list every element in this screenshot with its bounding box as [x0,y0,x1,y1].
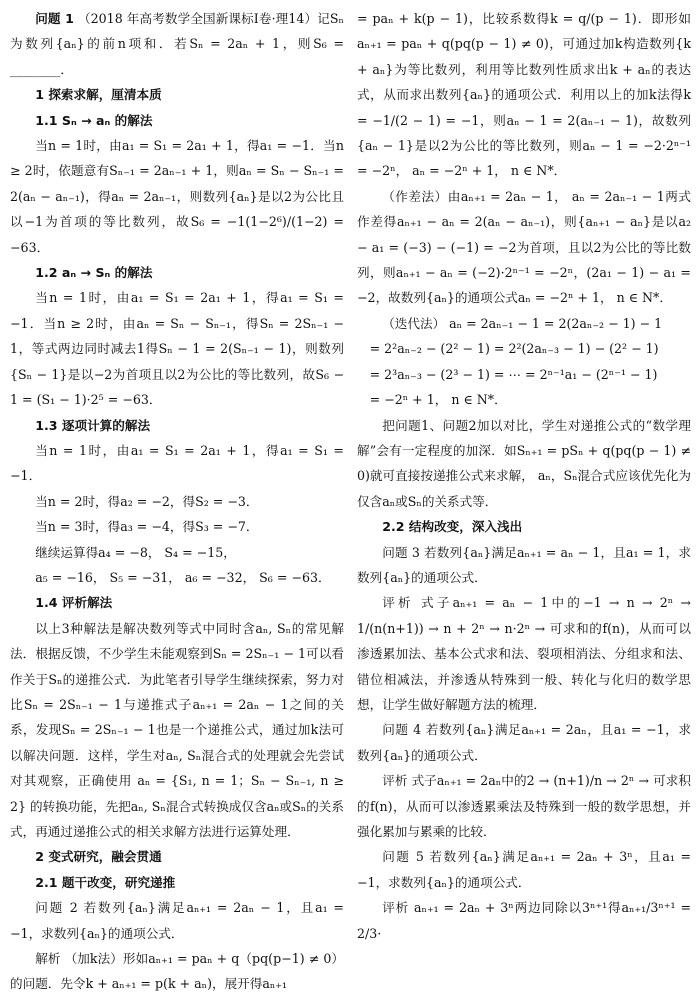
step-n1: 当n = 1时，由a₁ = S₁ = 2a₁ + 1，得a₁ = S₁ = −1． [10,442,344,484]
problem-1-paragraph [10,6,344,82]
step-n5: a₅ = −16， S₅ = −31， a₆ = −32， S₆ = −63． [35,569,331,585]
section-1-1-heading: 1.1 Sₙ → aₙ 的解法 [35,112,153,128]
problem-4-text: 问题 4 若数列{aₙ}满足aₙ₊₁ = 2aₙ，且a₁ = −1，求数列{aₙ}的通项公式． [357,722,691,763]
problem-1-text: （2018 年高考数学全国新课标Ⅰ卷·理14）记Sₙ为数列{aₙ}的前n项和．若Sₙ = 2aₙ + 1，则S₆ = ________． [10,11,344,77]
problem-3-analysis: 评析 式子aₙ₊₁ = aₙ − 1中的−1 → n → 2ⁿ → 1/(n(n+1)) → n + 2ⁿ → n·2ⁿ → 可求和的f(n)，从而可以渗透累加法、基本公式求和法、裂项相消法、分组求和法、错位相减法，并渗透从特殊到一般、转化与化归的数学思想，让学生做好解题方法的梳理． [357,595,691,712]
comparison-text: 把问题1、问题2加以对比，学生对递推公式的“数学理解”会有一定程度的加深．如Sₙ₊₁ = pSₙ + q(pq(p − 1) ≠ 0)就可直接按递推公式来求解， aₙ，Sₙ混合式应该优先化为仅含aₙ或Sₙ的关系式等． [357,417,691,509]
problem-1-label: 问题 1 [35,11,74,26]
problem-5-text: 问题 5 若数列{aₙ}满足aₙ₊₁ = 2aₙ + 3ⁿ，且a₁ = −1，求数列{aₙ}的通项公式． [357,849,691,890]
difference-method-text: （作差法）由aₙ₊₁ = 2aₙ − 1， aₙ = 2aₙ₋₁ − 1两式作差得aₙ₊₁ − aₙ = 2(aₙ − aₙ₋₁)，则{aₙ₊₁ − aₙ}是以a₂ − a₁ = (−3) − (−1) = −2为首项，且以2为公比的等比数列，则aₙ₊₁ − aₙ = (−2)·2ⁿ⁻¹ = −2ⁿ，(2a₁ − 1) − a₁ = −2，故数列{aₙ}的通项公式aₙ = −2ⁿ + 1， n ∈ N*． [357,188,691,306]
right-column [357,6,691,946]
step-n2: 当n = 2时，得a₂ = −2，得S₂ = −3． [35,493,259,509]
problem-4-analysis: 评析 式子aₙ₊₁ = 2aₙ中的2 → (n+1)/n → 2ⁿ → 可求积的f(n)，从而可以渗透累乘法及特殊到一般的数学思想，并强化累加与累乘的比较． [357,773,691,839]
problem-2-text: 问题 2 若数列{aₙ}满足aₙ₊₁ = 2aₙ − 1，且a₁ = −1，求数列{aₙ}的通项公式． [10,900,344,941]
step-n4: 继续运算得a₄ = −8， S₄ = −15， [35,544,236,560]
iteration-method-line-4: = −2ⁿ + 1， n ∈ N*． [369,392,507,408]
problem-3-text: 问题 3 若数列{aₙ}满足aₙ₊₁ = aₙ − 1，且a₁ = 1，求数列{aₙ}的通项公式． [357,544,691,585]
left-column [10,6,344,997]
problem-2-solution-start: 解析 （加k法）形如aₙ₊₁ = paₙ + q（pq(p−1) ≠ 0）的问题．先令k + aₙ₊₁ = p(k + aₙ)，展开得aₙ₊₁ [10,951,344,992]
step-n3: 当n = 3时，得a₃ = −4，得S₃ = −7． [35,519,259,535]
problem-5-analysis-start: 评析 aₙ₊₁ = 2aₙ + 3ⁿ两边同除以3ⁿ⁺¹得aₙ₊₁/3ⁿ⁺¹ = 2/3· [357,900,691,941]
section-1-2-heading: 1.2 aₙ → Sₙ 的解法 [35,265,153,281]
section-1-1-text: 当n = 1时，由a₁ = S₁ = 2a₁ + 1，得a₁ = −1．当n ≥ 2时，依题意有Sₙ₋₁ = 2aₙ₋₁ + 1，则aₙ = Sₙ − Sₙ₋₁ = 2(aₙ − aₙ₋₁)，得aₙ = 2aₙ₋₁，则数列{aₙ}是以2为公比且以−1为首项的等比数列，故S₆ = −1(1−2⁶)/(1−2) = −63． [10,138,344,255]
section-1-4-text: 以上3种解法是解决数列等式中同时含aₙ, Sₙ的常见解法．根据反馈，不少学生未能观察到Sₙ = 2Sₙ₋₁ − 1可以看作关于Sₙ的递推公式．为此笔者引导学生继续探索，努力对比Sₙ = 2Sₙ₋₁ − 1与递推式子aₙ₊₁ = 2aₙ − 1之间的关系，发现Sₙ = 2Sₙ₋₁ − 1也是一个递推公式，通过加k法可以解决问题．这样，学生对aₙ, Sₙ混合式的处理就会先尝试对其观察，正确使用 aₙ = {S₁, n = 1；Sₙ − Sₙ₋₁, n ≥ 2} 的转换功能，先把aₙ, Sₙ混合式转换成仅含aₙ或Sₙ的关系式，再通过递推公式的相关求解方法进行运算处理． [10,620,344,839]
iteration-method-line-2: = 2²aₙ₋₂ − (2² − 1) = 2²(2aₙ₋₃ − 1) − (2² − 1) [369,341,659,357]
section-1-heading: 1 探索求解，厘清本质 [35,87,162,103]
section-2-heading: 2 变式研究，融会贯通 [35,849,162,865]
section-2-2-heading: 2.2 结构改变，深入浅出 [382,519,523,535]
section-1-4-heading: 1.4 评析解法 [35,595,113,611]
section-1-3-heading: 1.3 逐项计算的解法 [35,417,151,433]
iteration-method-line-3: = 2³aₙ₋₃ − (2³ − 1) = ⋯ = 2ⁿ⁻¹a₁ − (2ⁿ⁻¹ − 1) [369,366,658,382]
iteration-method-line-1: （迭代法） aₙ = 2aₙ₋₁ − 1 = 2(2aₙ₋₂ − 1) − 1 [382,315,663,331]
add-k-method-text: = paₙ + k(p − 1)，比较系数得k = q/(p − 1)．即形如aₙ₊₁ = paₙ + q(pq(p − 1) ≠ 0)，可通过加k构造数列{k + aₙ}为等比数列，利用等比数列性质求出k + aₙ的表达式，从而求出数列{aₙ}的通项公式．利用以上的加k法得k = −1/(2 − 1) = −1，则aₙ − 1 = 2(aₙ₋₁ − 1)，故数列{aₙ − 1}是以2为公比的等比数列，则aₙ − 1 = −2·2ⁿ⁻¹ = −2ⁿ， aₙ = −2ⁿ + 1， n ∈ N*． [357,11,691,179]
section-1-2-text: 当n = 1时，由a₁ = S₁ = 2a₁ + 1，得a₁ = S₁ = −1．当n ≥ 2时，由aₙ = Sₙ − Sₙ₋₁，得Sₙ = 2Sₙ₋₁ − 1，等式两边同时减去1得Sₙ − 1 = 2(Sₙ₋₁ − 1)，则数列{Sₙ − 1}是以−2为首项且以2为公比的等比数列，故S₆ − 1 = (S₁ − 1)·2⁵ = −63． [10,290,344,408]
section-2-1-heading: 2.1 题干改变，研究递推 [35,874,176,890]
